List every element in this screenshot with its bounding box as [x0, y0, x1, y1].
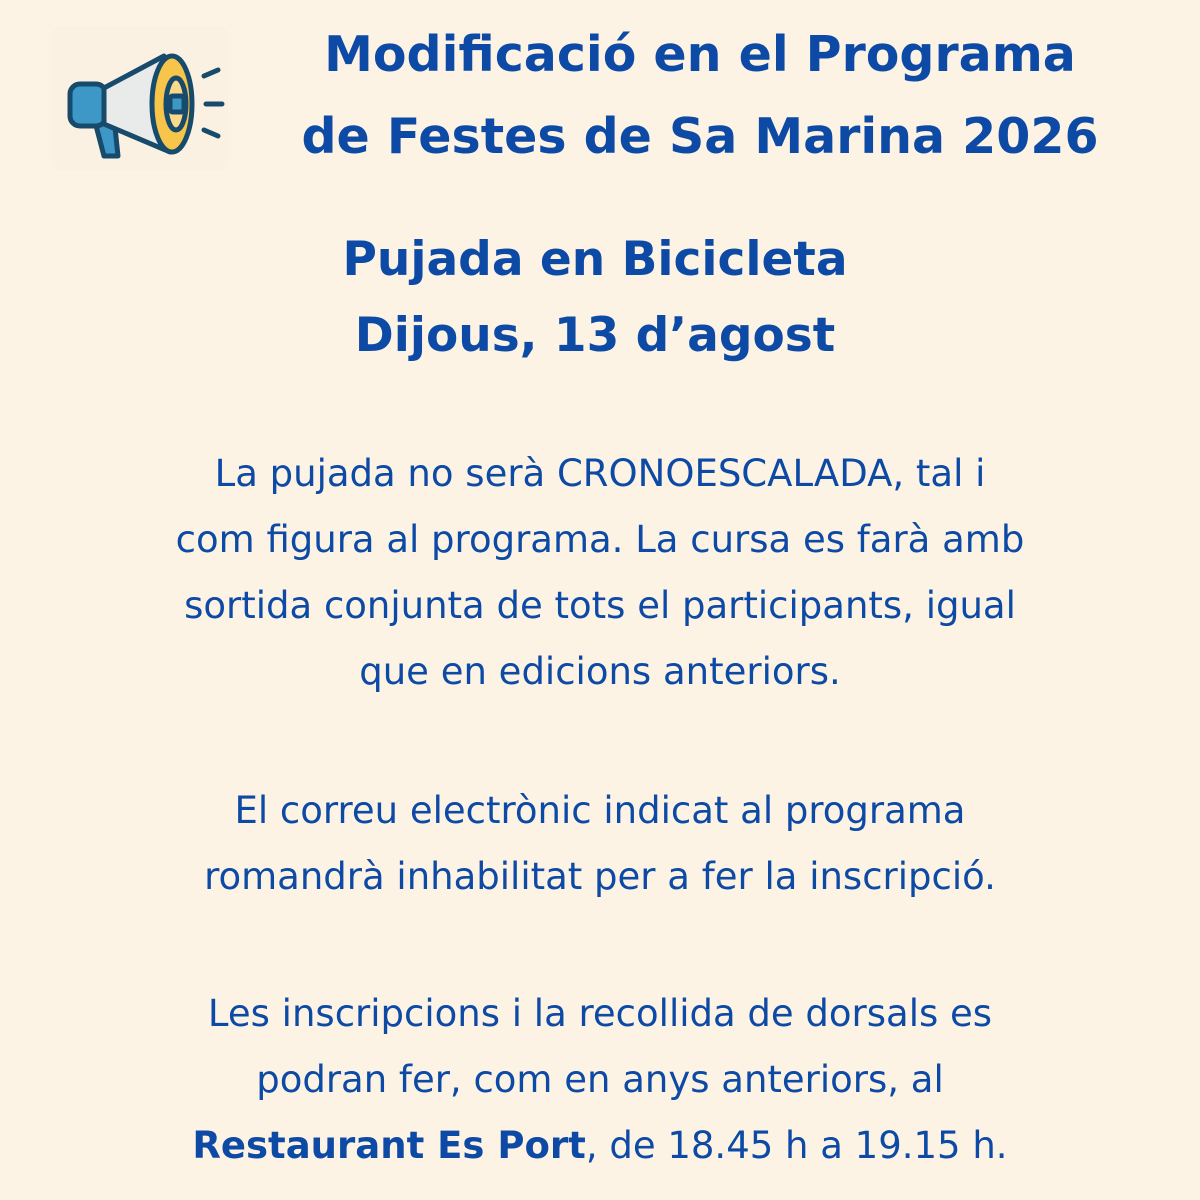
paragraph-registration-info	[60, 981, 1140, 1179]
title-line-1: Modificació en el Programa	[324, 26, 1076, 83]
paragraph-line: sortida conjunta de tots el participants, igual	[184, 584, 1016, 627]
paragraph-line: El correu electrònic indicat al programa	[234, 789, 966, 832]
paragraph-line: com figura al programa. La cursa es farà amb	[175, 518, 1025, 561]
event-date: Dijous, 13 d’agost	[354, 308, 836, 363]
title-line-2: de Festes de Sa Marina 2026	[301, 108, 1099, 165]
paragraph-line: La pujada no serà CRONOESCALADA, tal i	[214, 452, 986, 495]
paragraph-line-venue	[60, 1113, 1140, 1179]
paragraph-email-disabled	[60, 778, 1140, 910]
paragraph-line: que en edicions anteriors.	[359, 650, 841, 693]
event-subtitle	[200, 222, 990, 374]
schedule-text: , de 18.45 h a 19.15 h.	[585, 1124, 1008, 1167]
paragraph-format-change	[60, 441, 1140, 705]
paragraph-line: Les inscripcions i la recollida de dorsals es	[207, 992, 993, 1035]
venue-name: Restaurant Es Port	[192, 1124, 586, 1167]
paragraph-line: romandrà inhabilitat per a fer la inscripció.	[204, 855, 996, 898]
paragraph-line: podran fer, com en anys anteriors, al	[256, 1058, 944, 1101]
megaphone-icon	[52, 26, 228, 170]
event-name: Pujada en Bicicleta	[342, 232, 848, 287]
page-title	[240, 14, 1160, 178]
